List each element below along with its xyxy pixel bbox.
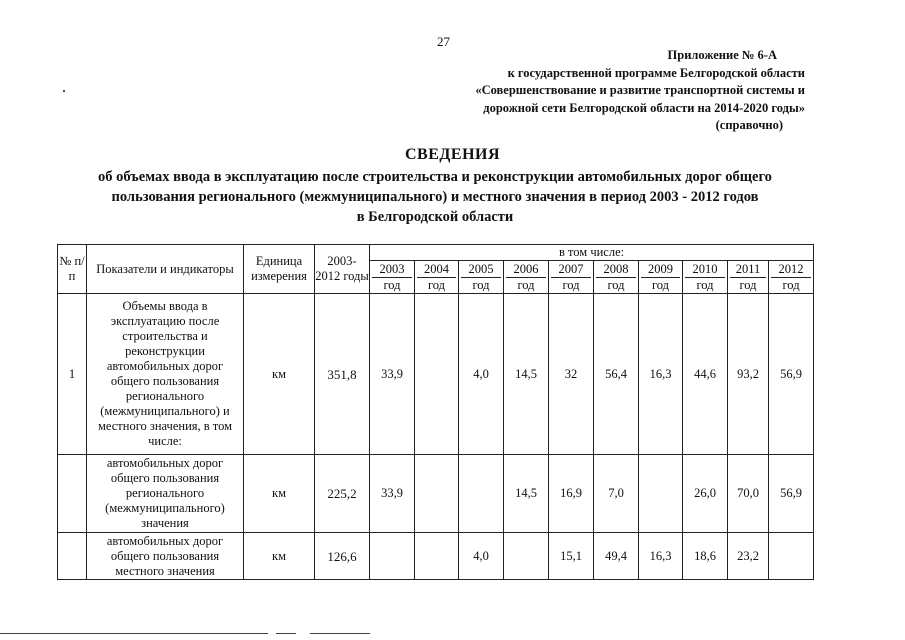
appendix-title: Приложение № 6-А bbox=[667, 48, 777, 62]
row-value-2009 bbox=[639, 455, 683, 533]
row-indicator: Объемы ввода в эксплуатацию после строительства и реконструкции автомобильных дорог общего пользования регионального (межмуниципального) и местного значения, в том числе: bbox=[87, 294, 244, 455]
row-value-2012: 56,9 bbox=[769, 294, 814, 455]
row-unit: км bbox=[244, 533, 315, 580]
row-value-2010: 26,0 bbox=[683, 455, 728, 533]
row-value-2008: 7,0 bbox=[594, 455, 639, 533]
header-year-2009 bbox=[639, 261, 683, 294]
row-value-2012: 56,9 bbox=[769, 455, 814, 533]
header-year-label: 2010 bbox=[685, 261, 725, 278]
row-value-2003: 33,9 bbox=[370, 294, 415, 455]
row-value-2009: 16,3 bbox=[639, 533, 683, 580]
header-indicator: Показатели и индикаторы bbox=[87, 245, 244, 294]
header-year-2003 bbox=[370, 261, 415, 294]
subtitle-line: пользования регионального (межмуниципального) и местного значения в период 2003 - 2012 годов bbox=[111, 189, 759, 205]
appendix-line: «Совершенствование и развитие транспортной системы и bbox=[475, 83, 805, 97]
row-value-2006: 14,5 bbox=[504, 294, 549, 455]
header-year-label: 2009 bbox=[641, 261, 680, 278]
row-value-2005: 4,0 bbox=[459, 533, 504, 580]
row-unit: км bbox=[244, 455, 315, 533]
header-year-suffix: год bbox=[472, 278, 490, 292]
document-subtitle bbox=[50, 167, 820, 227]
row-value-2004 bbox=[415, 455, 459, 533]
row-num bbox=[58, 533, 87, 580]
row-value-2008: 49,4 bbox=[594, 533, 639, 580]
table-row bbox=[58, 455, 814, 533]
header-unit: Единица измерения bbox=[244, 245, 315, 294]
appendix-note: (справочно) bbox=[715, 118, 783, 132]
appendix-header bbox=[430, 47, 805, 135]
header-year-suffix: год bbox=[517, 278, 535, 292]
header-year-suffix: год bbox=[383, 278, 401, 292]
appendix-line: к государственной программе Белгородской области bbox=[507, 65, 805, 80]
row-value-2007: 16,9 bbox=[549, 455, 594, 533]
document-title: СВЕДЕНИЯ bbox=[404, 146, 501, 163]
row-value-2005: 4,0 bbox=[459, 294, 504, 455]
header-year-suffix: год bbox=[739, 278, 757, 292]
row-total: 351,8 bbox=[315, 294, 370, 455]
row-value-2007: 15,1 bbox=[549, 533, 594, 580]
footer-rule bbox=[0, 633, 268, 634]
row-value-2011: 93,2 bbox=[728, 294, 769, 455]
header-year-2012 bbox=[769, 261, 814, 294]
scan-speck bbox=[63, 90, 65, 92]
subtitle-line: в Белгородской области bbox=[356, 209, 514, 225]
header-year-label: 2012 bbox=[771, 261, 811, 278]
header-year-2010 bbox=[683, 261, 728, 294]
header-year-suffix: год bbox=[427, 278, 446, 292]
header-year-suffix: год bbox=[782, 278, 800, 292]
row-value-2010: 18,6 bbox=[683, 533, 728, 580]
header-year-suffix: год bbox=[607, 278, 625, 292]
row-value-2004 bbox=[415, 294, 459, 455]
subtitle-line: об объемах ввода в эксплуатацию после строительства и реконструкции автомобильных дорог общего bbox=[98, 169, 772, 185]
header-year-label: 2007 bbox=[551, 261, 591, 278]
header-year-label: 2005 bbox=[461, 261, 501, 278]
row-total: 225,2 bbox=[315, 455, 370, 533]
header-year-suffix: год bbox=[696, 278, 714, 292]
footer-rule bbox=[276, 633, 296, 634]
header-year-2007 bbox=[549, 261, 594, 294]
row-value-2011: 70,0 bbox=[728, 455, 769, 533]
row-value-2003 bbox=[370, 533, 415, 580]
row-value-2006: 14,5 bbox=[504, 455, 549, 533]
row-value-2008: 56,4 bbox=[594, 294, 639, 455]
row-unit: км bbox=[244, 294, 315, 455]
row-value-2006 bbox=[504, 533, 549, 580]
row-total: 126,6 bbox=[315, 533, 370, 580]
header-year-2004 bbox=[415, 261, 459, 294]
row-num bbox=[58, 455, 87, 533]
appendix-line: дорожной сети Белгородской области на 2014-2020 годы» bbox=[483, 100, 805, 115]
footer-rule bbox=[310, 633, 370, 634]
header-year-2011 bbox=[728, 261, 769, 294]
header-in-total: в том числе: bbox=[370, 245, 814, 261]
data-table bbox=[57, 244, 814, 580]
header-year-label: 2003 bbox=[372, 261, 412, 278]
row-value-2007: 32 bbox=[549, 294, 594, 455]
row-num: 1 bbox=[58, 294, 87, 455]
header-total: 2003- 2012 годы bbox=[315, 245, 370, 294]
header-year-label: 2011 bbox=[730, 261, 766, 278]
row-value-2012 bbox=[769, 533, 814, 580]
header-num: № п/п bbox=[58, 245, 87, 294]
row-value-2004 bbox=[415, 533, 459, 580]
row-indicator: автомобильных дорог общего пользования местного значения bbox=[87, 533, 244, 580]
row-value-2005 bbox=[459, 455, 504, 533]
header-year-label: 2006 bbox=[506, 261, 546, 278]
page-number: 27 bbox=[437, 34, 450, 49]
row-value-2009: 16,3 bbox=[639, 294, 683, 455]
header-year-2006 bbox=[504, 261, 549, 294]
row-value-2003: 33,9 bbox=[370, 455, 415, 533]
header-year-label: 2004 bbox=[417, 261, 456, 278]
row-value-2011: 23,2 bbox=[728, 533, 769, 580]
row-indicator: автомобильных дорог общего пользования регионального (межмуниципального) значения bbox=[87, 455, 244, 533]
header-year-suffix: год bbox=[651, 278, 670, 292]
table-row bbox=[58, 533, 814, 580]
table-row bbox=[58, 294, 814, 455]
header-year-2008 bbox=[594, 261, 639, 294]
header-year-2005 bbox=[459, 261, 504, 294]
header-year-label: 2008 bbox=[596, 261, 636, 278]
header-year-suffix: год bbox=[562, 278, 580, 292]
row-value-2010: 44,6 bbox=[683, 294, 728, 455]
